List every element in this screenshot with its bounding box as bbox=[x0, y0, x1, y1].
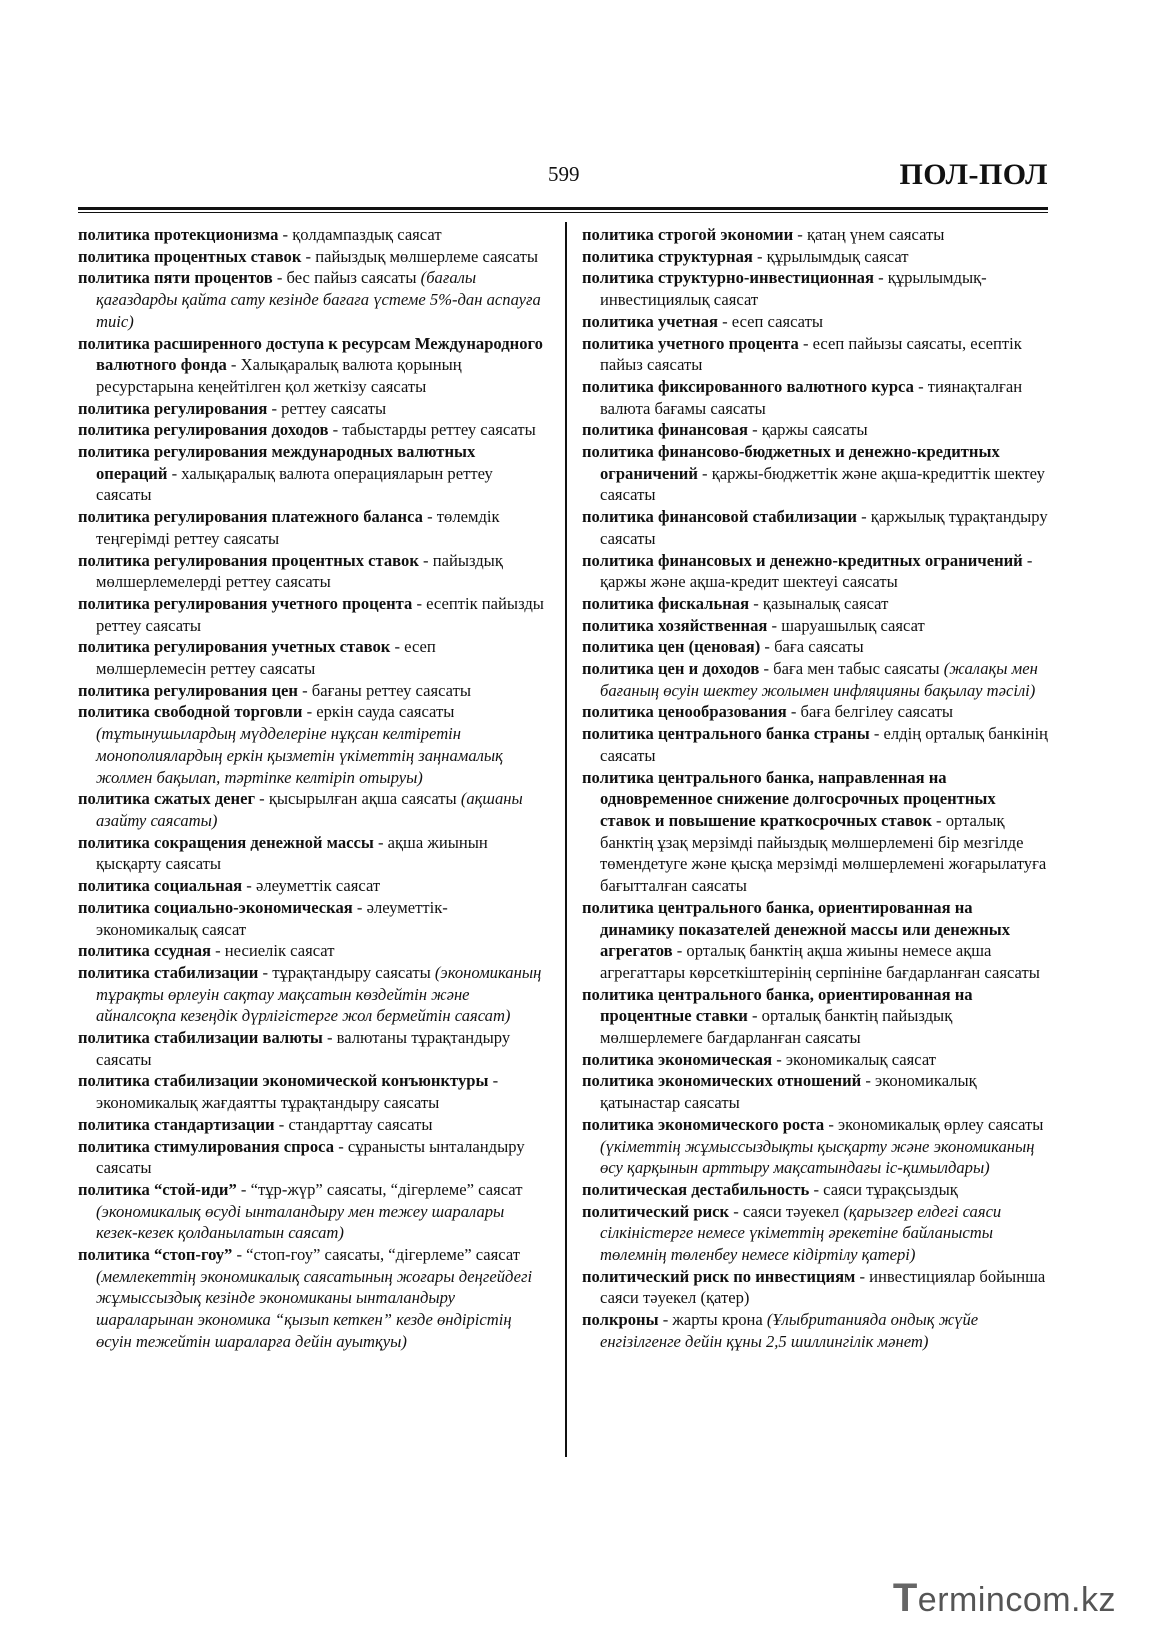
entry-term: политика учетного процента bbox=[582, 333, 799, 353]
entry-term: политика регулирования процентных ставок bbox=[78, 550, 419, 570]
entry-term: политика центрального банка, направленная на одновременное снижение долгосрочных процентных ставок и повышение краткосрочных ставок bbox=[582, 767, 996, 830]
entry-definition: - жарты крона bbox=[658, 1310, 767, 1330]
entry-definition: - пайыздық мөлшерлемелерді реттеу саясаты bbox=[96, 550, 503, 592]
dictionary-entry bbox=[78, 1179, 548, 1244]
entry-term: политика центрального банка страны bbox=[582, 724, 870, 744]
entry-definition: - экономикалық қатынастар саясаты bbox=[600, 1071, 977, 1113]
entry-note: (жалақы мен бағаның өсуін шектеу жолымен инфляцияны бақылау тәсілі) bbox=[600, 659, 1038, 700]
page-number: 599 bbox=[548, 162, 580, 186]
entry-definition: - төлемдік теңгерімді реттеу саясаты bbox=[96, 507, 500, 548]
entry-definition: - құрылымдық-инвестициялық саясат bbox=[600, 268, 987, 310]
entry-definition: - әлеуметтік-экономикалық саясат bbox=[96, 897, 448, 939]
entry-definition: - табыстарды реттеу саясаты bbox=[328, 420, 536, 440]
dictionary-entry bbox=[78, 419, 548, 441]
entry-term: политика стимулирования спроса bbox=[78, 1136, 335, 1156]
entry-term: политика сокращения денежной массы bbox=[78, 832, 374, 852]
entry-term: политика регулирования доходов bbox=[78, 420, 329, 440]
dictionary-entry bbox=[78, 1244, 548, 1353]
entry-note: (мемлекеттің экономикалық саясатының жоғары деңгейдегі жұмыссыздық кезінде экономиканы ынталандыру шараларынан экономика “қызып кеткен” кезде өндірістің өсуін тежейтін шараларға дейін ауытқуы) bbox=[96, 1266, 533, 1351]
entry-term: политика строгой экономии bbox=[582, 225, 794, 244]
entry-definition: - орталық банктің ұзақ мерзімді пайыздық мөлшерлемені бір мезгілде төмендетуге және қысқа мерзімді мөлшерлемені жоғарылатуға бағытталған саясаты bbox=[600, 810, 1047, 896]
entry-term: политика протекционизма bbox=[78, 225, 279, 244]
entry-definition: - қаржы-бюджеттік және ақша-кредиттік шектеу саясаты bbox=[600, 463, 1045, 505]
entry-note: (экономиканың тұрақты өрлеуін сақтау мақсатын көздейтін және айналсоқпа кезеңдік дүрлігістерге жол бермейтін саясат) bbox=[96, 962, 542, 1026]
entry-term: политика стабилизации экономической конъюнктуры bbox=[78, 1071, 489, 1091]
dictionary-entry bbox=[582, 1049, 1048, 1071]
entry-definition: - қатаң үнем саясаты bbox=[793, 225, 945, 244]
dictionary-entry bbox=[582, 1070, 1048, 1113]
entry-note: (тұтынушылардың мүдделеріне нұқсан келтіретін монополиялардың еркін қызметін үкіметтің заңнамалық жолмен бақылап, тәртіпке келтіріп отыруы) bbox=[96, 724, 503, 787]
entry-term: политика пяти процентов bbox=[78, 268, 273, 288]
entry-definition: - сұранысты ынталандыру саясаты bbox=[96, 1136, 525, 1178]
entry-term: политика процентных ставок bbox=[78, 246, 302, 266]
dictionary-entry bbox=[582, 311, 1048, 333]
dictionary-entry bbox=[582, 1179, 1048, 1201]
dictionary-entry bbox=[582, 767, 1048, 897]
entry-definition: - баға саясаты bbox=[760, 637, 864, 657]
entry-term: политика регулирования цен bbox=[78, 680, 298, 700]
entry-term: политика свободной торговли bbox=[78, 702, 303, 722]
entry-definition: - пайыздық мөлшерлеме саясаты bbox=[301, 246, 538, 266]
logo-letter: T bbox=[892, 1576, 918, 1620]
entry-note: (экономикалық өсуді ынталандыру мен тежеу шаралары кезек-кезек қолданылатын саясат) bbox=[96, 1201, 505, 1243]
entry-definition: - есептік пайызды реттеу саясаты bbox=[96, 593, 544, 635]
dictionary-entry bbox=[582, 615, 1048, 637]
dictionary-entry bbox=[582, 984, 1048, 1049]
entry-definition: - экономикалық жағдаятты тұрақтандыру саясаты bbox=[96, 1071, 499, 1113]
dictionary-entry bbox=[582, 506, 1048, 549]
dictionary-entry bbox=[78, 788, 548, 831]
entry-term: политика экономического роста bbox=[582, 1114, 825, 1134]
entry-term: полкроны bbox=[582, 1310, 659, 1330]
column-divider bbox=[565, 222, 567, 1457]
entry-term: политика фиксированного валютного курса bbox=[582, 376, 914, 396]
entry-definition: - орталық банктің пайыздық мөлшерлемеге бағдарланған саясаты bbox=[600, 1006, 953, 1048]
entry-definition: - халықаралық валюта операцияларын реттеу саясаты bbox=[96, 463, 493, 505]
header-rule-thin bbox=[78, 212, 1048, 213]
entry-term: политика фискальная bbox=[582, 593, 750, 613]
entry-definition: - орталық банктің ақша жиыны немесе ақша агрегаттары көрсеткіштерінің серпініне бағдарланған саясаты bbox=[600, 941, 1040, 982]
dictionary-entry bbox=[582, 701, 1048, 723]
termincom-logo bbox=[893, 1576, 1116, 1621]
entry-definition: - реттеу саясаты bbox=[267, 398, 387, 418]
entry-term: политика “стой-иди” bbox=[78, 1179, 237, 1199]
page-header bbox=[78, 158, 1048, 200]
header-rule-thick bbox=[78, 207, 1048, 210]
dictionary-entry bbox=[582, 636, 1048, 658]
dictionary-entry bbox=[582, 419, 1048, 441]
entry-definition: - ақша жиынын қысқарту саясаты bbox=[96, 832, 488, 874]
entry-definition: - шаруашылық саясат bbox=[767, 615, 925, 635]
dictionary-entry bbox=[582, 723, 1048, 766]
entry-definition: - қысырылған ақша саясаты bbox=[255, 789, 461, 809]
entry-term: политика стабилизации валюты bbox=[78, 1028, 323, 1048]
dictionary-entry bbox=[78, 441, 548, 506]
entry-term: политика хозяйственная bbox=[582, 615, 768, 635]
entry-definition: - саяси тәуекел bbox=[729, 1201, 844, 1221]
dictionary-entry bbox=[78, 593, 548, 636]
entry-term: политика цен и доходов bbox=[582, 659, 760, 679]
dictionary-entry bbox=[582, 267, 1048, 310]
running-head: ПОЛ-ПОЛ bbox=[899, 158, 1048, 191]
entry-definition: - елдің орталық банкінің саясаты bbox=[600, 724, 1048, 765]
entry-term: политика учетная bbox=[582, 311, 718, 331]
entry-definition: - саяси тұрақсыздық bbox=[809, 1179, 958, 1199]
entry-definition: - қолдампаздық саясат bbox=[278, 225, 442, 244]
dictionary-entry bbox=[78, 1136, 548, 1179]
entry-definition: - қаржылық тұрақтандыру саясаты bbox=[600, 507, 1048, 548]
dictionary-entry bbox=[78, 875, 548, 897]
entry-term: политика центрального банка, ориентированная на динамику показателей денежной массы или денежных агрегатов bbox=[582, 897, 1011, 961]
left-column bbox=[78, 224, 548, 1353]
entry-term: политика регулирования международных валютных операций bbox=[78, 442, 476, 483]
entry-term: политика центрального банка, ориентированная на процентные ставки bbox=[582, 984, 973, 1026]
entry-definition: - әлеуметтік саясат bbox=[242, 876, 381, 896]
dictionary-entry bbox=[78, 224, 548, 246]
dictionary-entry bbox=[78, 832, 548, 875]
entry-definition: - есеп саясаты bbox=[717, 311, 824, 331]
entry-note: (қарызгер елдегі саяси сілкіністерге немесе үкіметтің әрекетіне байланысты төлемнің төленбеу немесе кідіртілу қатері) bbox=[600, 1201, 1002, 1265]
entry-term: политический риск по инвестициям bbox=[582, 1266, 856, 1286]
entry-term: политика финансово-бюджетных и денежно-кредитных ограничений bbox=[582, 442, 1000, 483]
dictionary-entry bbox=[582, 593, 1048, 615]
entry-definition: - несиелік саясат bbox=[210, 941, 335, 961]
entry-definition: - “тұр-жүр” саясаты, “дігерлеме” саясат bbox=[236, 1179, 523, 1199]
entry-term: политика регулирования bbox=[78, 398, 268, 418]
entry-definition: - қаржы және ақша-кредит шектеуі саясаты bbox=[600, 550, 1033, 592]
dictionary-entry bbox=[582, 1266, 1048, 1309]
entry-note: (үкіметтің жұмыссыздықты қысқарту және экономиканың өсу қарқынын арттыру мақсатындағы іс-қимылдары) bbox=[600, 1136, 1035, 1178]
entry-term: политика социальная bbox=[78, 876, 243, 896]
entry-definition: - тұрақтандыру саясаты bbox=[258, 962, 435, 982]
dictionary-entry bbox=[78, 962, 548, 1027]
entry-definition: - қаржы саясаты bbox=[747, 420, 868, 440]
entry-definition: - баға мен табыс саясаты bbox=[759, 659, 944, 679]
entry-definition: - есеп мөлшерлемесін реттеу саясаты bbox=[96, 637, 436, 679]
dictionary-entry bbox=[582, 1309, 1048, 1352]
entry-term: политическая дестабильность bbox=[582, 1179, 810, 1199]
logo-text: ermincom.kz bbox=[917, 1581, 1116, 1619]
entry-term: политика финансовой стабилизации bbox=[582, 507, 857, 527]
dictionary-entry bbox=[78, 550, 548, 593]
dictionary-entry bbox=[78, 267, 548, 332]
dictionary-entry bbox=[78, 680, 548, 702]
dictionary-entry bbox=[582, 1114, 1048, 1179]
entry-term: политика структурно-инвестиционная bbox=[582, 268, 874, 288]
dictionary-entry bbox=[78, 940, 548, 962]
entry-definition: - “стоп-гоу” саясаты, “дігерлеме” саясат bbox=[232, 1245, 521, 1265]
dictionary-entry bbox=[582, 897, 1048, 984]
entry-term: политика структурная bbox=[582, 246, 753, 266]
dictionary-entry bbox=[582, 376, 1048, 419]
entry-term: политика цен (ценовая) bbox=[582, 637, 761, 657]
dictionary-entry bbox=[582, 246, 1048, 268]
entry-term: политика регулирования учетного процента bbox=[78, 593, 413, 613]
entry-definition: - стандарттау саясаты bbox=[274, 1114, 433, 1134]
dictionary-entry bbox=[78, 506, 548, 549]
entry-term: политика регулирования платежного баланса bbox=[78, 507, 423, 527]
entry-term: политика ссудная bbox=[78, 941, 211, 961]
entry-definition: - баға белгілеу саясаты bbox=[786, 702, 954, 722]
entry-definition: - Халықаралық валюта қорының ресурстарына кеңейтілген қол жеткізу саясаты bbox=[96, 355, 462, 396]
entry-term: политика регулирования учетных ставок bbox=[78, 637, 391, 657]
entry-definition: - экономикалық саясат bbox=[772, 1049, 937, 1069]
dictionary-entry bbox=[78, 1070, 548, 1113]
dictionary-entry bbox=[78, 246, 548, 268]
entry-term: политика ценообразования bbox=[582, 702, 787, 722]
dictionary-entry bbox=[78, 333, 548, 398]
entry-definition: - тиянақталған валюта бағамы саясаты bbox=[600, 376, 1023, 418]
entry-definition: - бағаны реттеу саясаты bbox=[297, 680, 471, 700]
entry-term: политика “стоп-гоу” bbox=[78, 1245, 233, 1265]
entry-term: политика финансовая bbox=[582, 420, 748, 440]
entry-definition: - бес пайыз саясаты bbox=[272, 268, 421, 288]
dictionary-entry bbox=[582, 658, 1048, 701]
entry-definition: - құрылымдық саясат bbox=[752, 246, 909, 266]
dictionary-entry bbox=[78, 897, 548, 940]
entry-definition: - қазыналық саясат bbox=[749, 593, 889, 613]
entry-term: политика экономических отношений bbox=[582, 1071, 862, 1091]
dictionary-entry bbox=[78, 1027, 548, 1070]
entry-definition: - валютаны тұрақтандыру саясаты bbox=[96, 1028, 511, 1069]
entry-term: политика финансовых и денежно-кредитных ограничений bbox=[582, 550, 1023, 570]
entry-note: (ақшаны азайту саясаты) bbox=[96, 789, 523, 830]
entry-term: политика экономическая bbox=[582, 1049, 773, 1069]
entry-term: политика расширенного доступа к ресурсам Международного валютного фонда bbox=[78, 333, 543, 375]
dictionary-entry bbox=[78, 636, 548, 679]
entry-definition: - есеп пайызы саясаты, есептік пайыз саясаты bbox=[600, 333, 1022, 375]
dictionary-entry bbox=[78, 398, 548, 420]
dictionary-entry bbox=[582, 333, 1048, 376]
dictionary-entry bbox=[582, 224, 1048, 246]
entry-term: политика социально-экономическая bbox=[78, 897, 353, 917]
dictionary-entry bbox=[78, 1114, 548, 1136]
right-column bbox=[582, 224, 1048, 1353]
entry-term: политика стабилизации bbox=[78, 962, 259, 982]
entry-term: политический риск bbox=[582, 1201, 730, 1221]
entry-term: политика сжатых денег bbox=[78, 789, 256, 809]
entry-definition: - инвестициялар бойынша саяси тәуекел (қатер) bbox=[600, 1266, 1046, 1308]
entry-term: политика стандартизации bbox=[78, 1114, 275, 1134]
dictionary-entry bbox=[582, 441, 1048, 506]
entry-definition: - экономикалық өрлеу саясаты bbox=[824, 1114, 1044, 1134]
dictionary-entry bbox=[582, 550, 1048, 593]
dictionary-entry bbox=[78, 701, 548, 788]
entry-note: (бағалы қағаздарды қайта сату кезінде бағаға үстеме 5%-дан аспауға тиіс) bbox=[96, 268, 541, 331]
dictionary-entry bbox=[582, 1201, 1048, 1266]
entry-note: (Ұлыбританияда ондық жүйе енгізілгенге дейін құны 2,5 шиллингілік мәнет) bbox=[600, 1310, 979, 1351]
entry-definition: - еркін сауда саясаты bbox=[302, 702, 455, 722]
